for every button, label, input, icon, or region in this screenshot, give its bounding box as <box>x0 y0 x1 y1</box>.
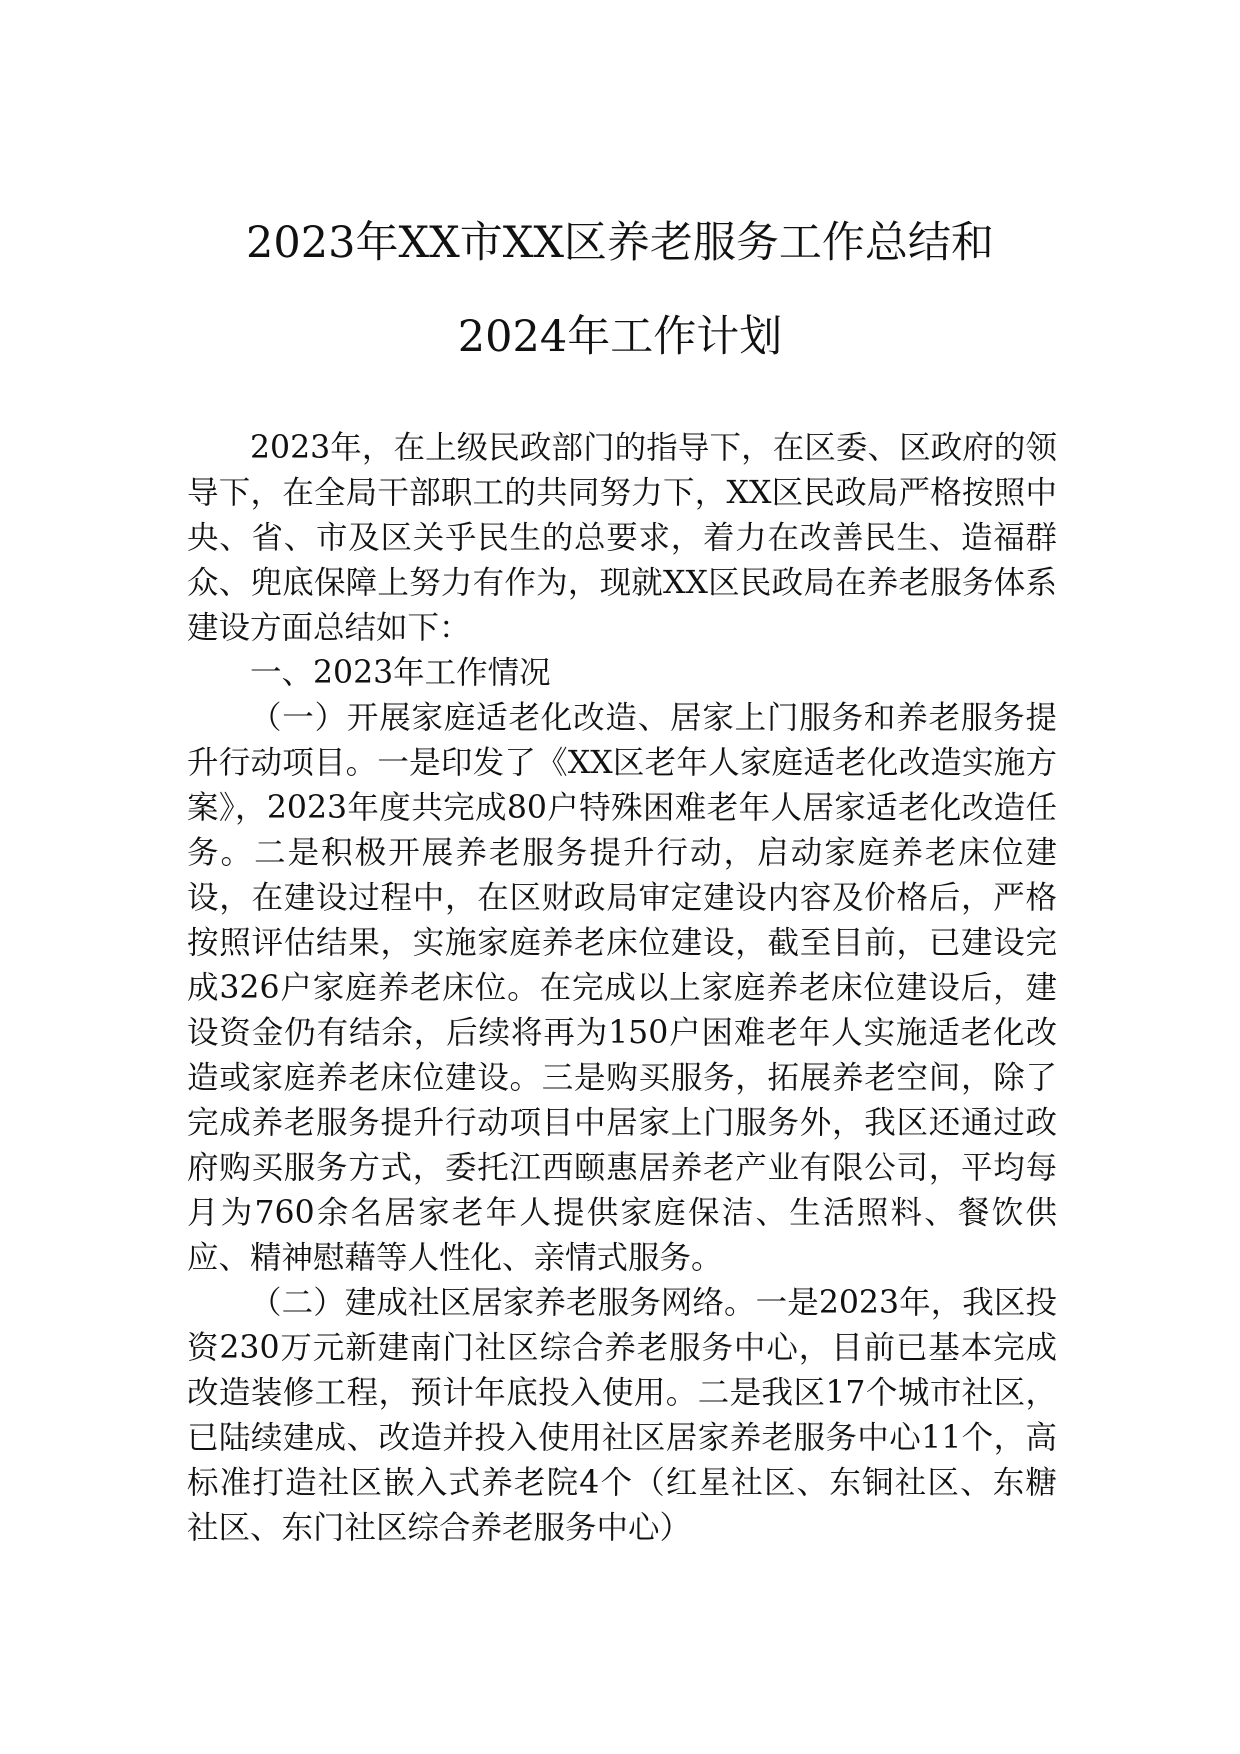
document-title-line-1: 2023年XX市XX区养老服务工作总结和 <box>246 218 994 268</box>
document-body <box>187 426 1057 1551</box>
document-title-line-2: 2024年工作计划 <box>457 312 783 362</box>
item-paragraph-2: （二）建成社区居家养老服务网络。一是2023年，我区投资230万元新建南门社区综合养老服务中心，目前已基本完成改造装修工程，预计年底投入使用。二是我区17个城市社区，已陆续建成、改造并投入使用社区居家养老服务中心11个，高标准打造社区嵌入式养老院4个（红星社区、东铜社区、东糖社区、东门社区综合养老服务中心） <box>187 1285 1057 1546</box>
intro-paragraph: 2023年，在上级民政部门的指导下，在区委、区政府的领导下，在全局干部职工的共同努力下，XX区民政局严格按照中央、省、市及区关乎民生的总要求，着力在改善民生、造福群众、兜底保障上努力有作为，现就XX区民政局在养老服务体系建设方面总结如下： <box>187 430 1057 646</box>
item-paragraph-1: （一）开展家庭适老化改造、居家上门服务和养老服务提升行动项目。一是印发了《XX区老年人家庭适老化改造实施方案》，2023年度共完成80户特殊困难老年人居家适老化改造任务。二是积极开展养老服务提升行动，启动家庭养老床位建设，在建设过程中，在区财政局审定建设内容及价格后，严格按照评估结果，实施家庭养老床位建设，截至目前，已建设完成326户家庭养老床位。在完成以上家庭养老床位建设后，建设资金仍有结余，后续将再为150户困难老年人实施适老化改造或家庭养老床位建设。三是购买服务，拓展养老空间，除了完成养老服务提升行动项目中居家上门服务外，我区还通过政府购买服务方式，委托江西颐惠居养老产业有限公司，平均每月为760余名居家老年人提供家庭保洁、生活照料、餐饮供应、精神慰藉等人性化、亲情式服务。 <box>187 700 1057 1276</box>
section-heading: 一、2023年工作情况 <box>250 655 551 691</box>
